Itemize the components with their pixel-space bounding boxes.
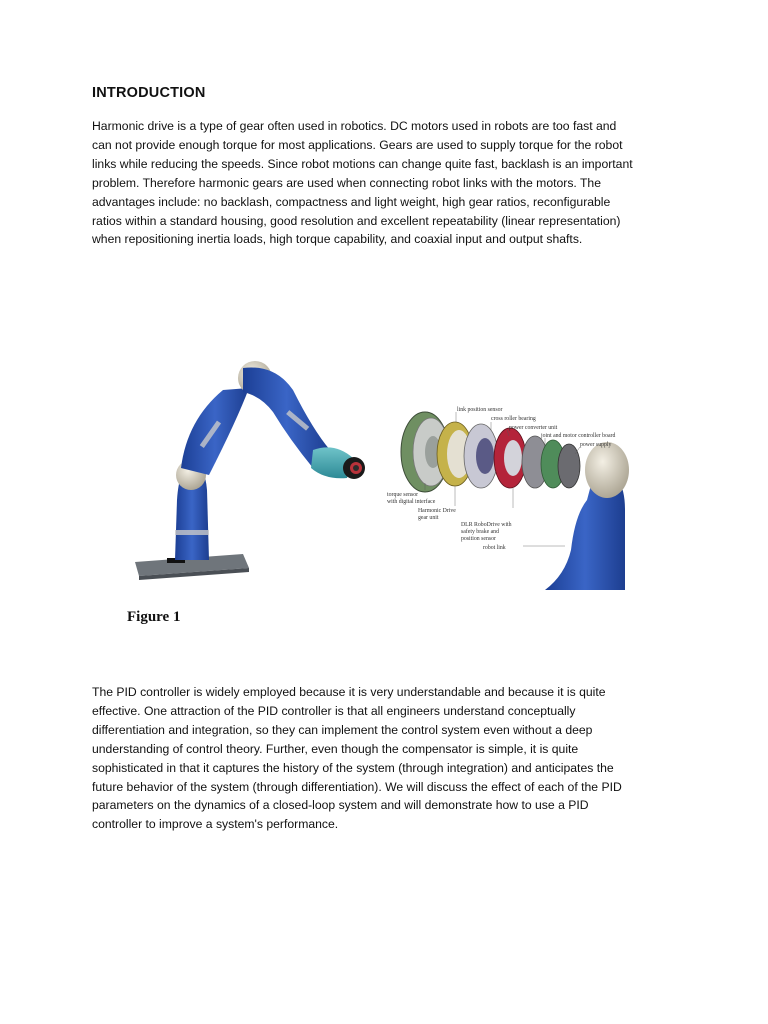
robot-arm bbox=[135, 361, 365, 580]
paragraph-line: effective. One attraction of the PID controller is that all engineers understand conceptually bbox=[92, 703, 576, 718]
label-power-supply: power supply bbox=[580, 442, 612, 448]
paragraph-line: can not provide enough torque for most applications. Gears are used to supply torque for the robot bbox=[92, 137, 623, 152]
exploded-joint bbox=[387, 407, 629, 590]
section-heading: INTRODUCTION bbox=[92, 85, 206, 101]
label-torque-sensor: torque sensor bbox=[387, 492, 419, 498]
paragraph-line: when repositioning inertia loads, high torque capability, and coaxial input and output shafts. bbox=[92, 232, 583, 247]
paragraph-line: understanding of control theory. Further, even though the compensator is simple, it is quite bbox=[92, 741, 579, 756]
paragraph-line: sophisticated in that it captures the history of the system (through integration) and anticipates the bbox=[92, 760, 614, 775]
paragraph-line: ratios within a standard housing, good resolution and excellent repeatability (linear representation) bbox=[92, 213, 621, 228]
intro-paragraph bbox=[92, 117, 676, 249]
pid-paragraph bbox=[92, 683, 676, 834]
paragraph-line: problem. Therefore harmonic gears are used when connecting robot links with the motors. The bbox=[92, 175, 601, 190]
label-joint-motor-controller-board: joint and motor controller board bbox=[541, 433, 616, 439]
label-power-converter-unit: power converter unit bbox=[509, 425, 558, 431]
label-dlr-robodrive-line3: position sensor bbox=[461, 536, 496, 542]
label-robot-link: robot link bbox=[483, 545, 506, 551]
paragraph-line: parameters on the dynamics of a closed-loop system and will demonstrate how to use a PID bbox=[92, 798, 589, 813]
figure-caption: Figure 1 bbox=[127, 609, 181, 625]
label-link-position-sensor: link position sensor bbox=[457, 407, 503, 413]
robot-arm-illustration bbox=[125, 350, 655, 590]
paragraph-line: links while reducing the speeds. Since robot motions can change quite fast, backlash is an important bbox=[92, 156, 633, 171]
label-torque-sensor-line2: with digital interface bbox=[387, 499, 436, 505]
paragraph-line: controller to improve a system's performance. bbox=[92, 817, 339, 832]
label-dlr-robodrive: DLR RoboDrive with bbox=[461, 522, 512, 528]
label-harmonic-drive: Harmonic Drive bbox=[418, 508, 456, 514]
label-harmonic-drive-line2: gear unit bbox=[418, 515, 439, 521]
paragraph-line: advantages include: no backlash, compactness and light weight, high gear ratios, reconfigurable bbox=[92, 194, 611, 209]
paragraph-line: The PID controller is widely employed because it is very understandable and because it is quite bbox=[92, 685, 606, 699]
paragraph-line: Harmonic drive is a type of gear often used in robotics. DC motors used in robots are too fast and bbox=[92, 119, 617, 133]
paragraph-line: differentiation and integration, so they can implement the control system even without a deep bbox=[92, 722, 593, 737]
label-cross-roller-bearing: cross roller bearing bbox=[491, 416, 536, 422]
figure-robot-arm bbox=[125, 350, 655, 590]
paragraph-line: future behavior of the system (through differentiation). We will discuss the effect of each of the PID bbox=[92, 779, 622, 794]
label-dlr-robodrive-line2: safety brake and bbox=[461, 529, 499, 535]
